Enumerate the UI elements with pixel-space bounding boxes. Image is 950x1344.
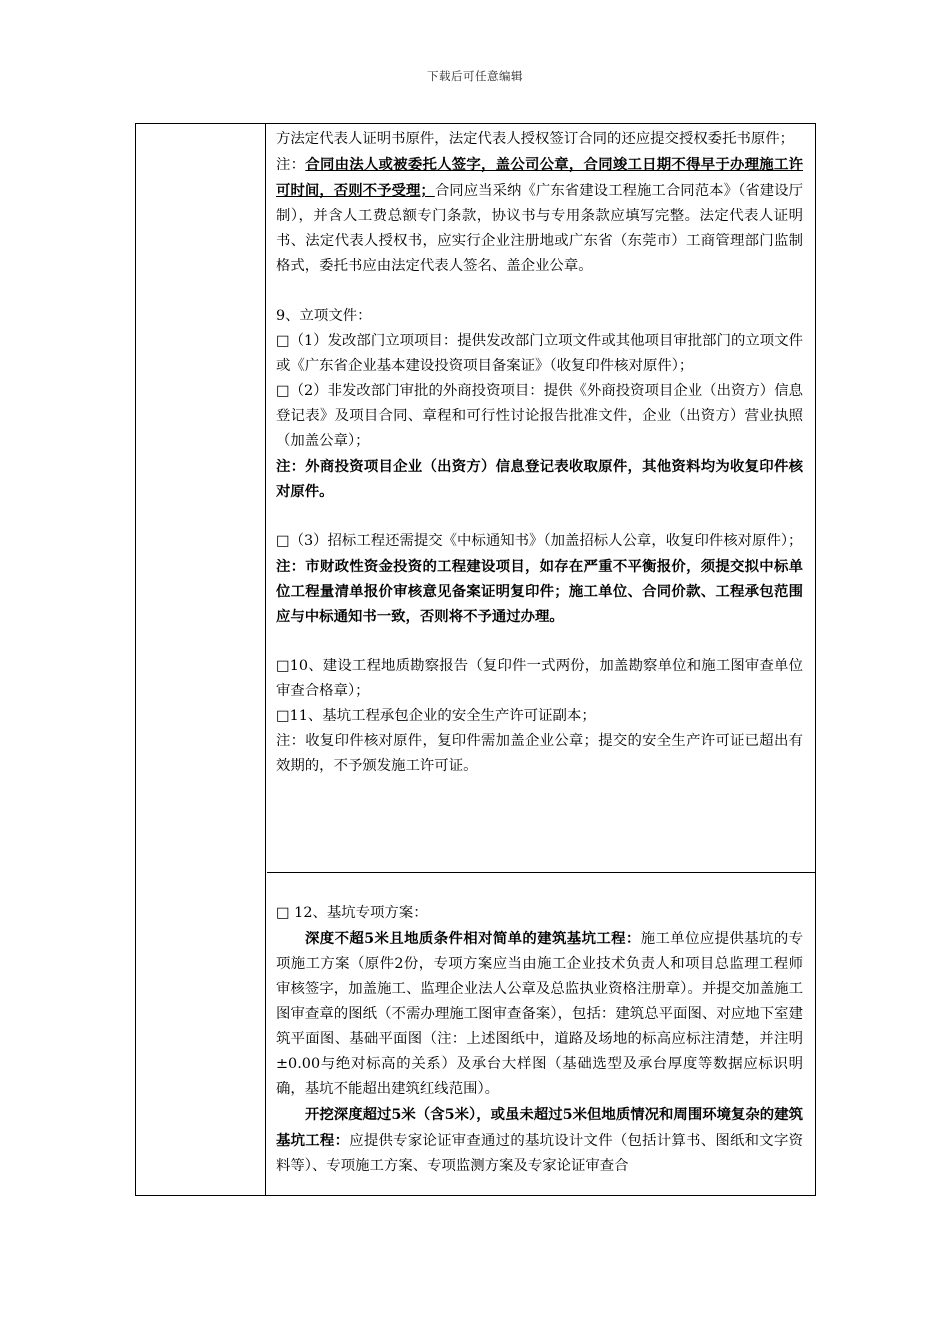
- table-left-column: [136, 124, 266, 1195]
- table-cell-foundation-pit: [267, 873, 815, 1195]
- contract-note-emphasis: 合同由法人或被委托人签字，盖公司公章，合同竣工日期不得早于办理施工许可时间，否则不予受理；: [276, 156, 803, 199]
- checkbox-item-10: □10、建设工程地质勘察报告（复印件一式两份，加盖勘察单位和施工图审查单位审查合格章）；: [276, 658, 803, 699]
- deep-pit-heading: 开挖深度超过5米（含5米），或虽未超过5米但地质情况和周围环境复杂的建筑基坑工程：: [276, 1106, 803, 1149]
- contract-note: [276, 152, 803, 279]
- deep-pit-paragraph: [276, 1102, 803, 1179]
- legal-rep-proof-text: 方法定代表人证明书原件，法定代表人授权签订合同的还应提交授权委托书原件；: [276, 131, 795, 147]
- table-right-column: [267, 124, 815, 1195]
- table-cell-documents: [267, 124, 815, 873]
- fiscal-funding-note: 注：市财政性资金投资的工程建设项目，如存在严重不平衡报价，须提交拟中标单位工程量清单报价审核意见备案证明复印件；施工单位、合同价款、工程承包范围应与中标通知书一致，否则将不予通过办理。: [276, 558, 803, 625]
- shallow-pit-paragraph: [276, 926, 803, 1102]
- checkbox-item-2: □（2）非发改部门审批的外商投资项目：提供《外商投资项目企业（出资方）信息登记表》及项目合同、章程和可行性讨论报告批准文件，企业（出资方）营业执照（加盖公章）；: [276, 383, 803, 449]
- project-approval-heading: 9、立项文件：: [276, 308, 372, 324]
- foreign-investment-note: 注：外商投资项目企业（出资方）信息登记表收取原件，其他资料均为收复印件核对原件。: [276, 458, 803, 500]
- checkbox-item-12: □ 12、基坑专项方案：: [276, 905, 428, 921]
- contract-note-body: 合同应当采纳《广东省建设工程施工合同范本》（省建设厅制），并含人工费总额专门条款，协议书与专用条款应填写完整。法定代表人证明书、法定代表人授权书，应实行企业注册地或广东省（东莞市）工商管理部门监制格式，委托书应由法定代表人签名、盖企业公章。: [276, 183, 803, 274]
- checkbox-item-1: □（1）发改部门立项项目：提供发改部门立项文件或其他项目审批部门的立项文件或《广东省企业基本建设投资项目备案证》（收复印件核对原件）；: [276, 333, 803, 374]
- shallow-pit-heading: 深度不超5米且地质条件相对简单的建筑基坑工程：: [305, 930, 641, 947]
- deep-pit-body: 应提供专家论证审查通过的基坑设计文件（包括计算书、图纸和文字资料等）、专项施工方案、专项监测方案及专家论证审查合: [276, 1133, 803, 1174]
- checkbox-item-11: □11、基坑工程承包企业的安全生产许可证副本；: [276, 708, 596, 724]
- note-prefix: 注：: [276, 157, 306, 173]
- requirements-table: [135, 123, 816, 1196]
- shallow-pit-body: 施工单位应提供基坑的专项施工方案（原件2份，专项方案应当由施工企业技术负责人和项目总监理工程师审核签字，加盖施工、监理企业法人公章及总监执业资格注册章）。并提交加盖施工图审查章的图纸（不需办理施工图审查备案），包括：建筑总平面图、对应地下室建筑平面图、基础平面图（注：上述图纸中，道路及场地的标高应标注清楚，并注明±0.00与绝对标高的关系）及承台大样图（基础选型及承台厚度等数据应标识明确，基坑不能超出建筑红线范围）。: [276, 931, 803, 1097]
- checkbox-item-3: □（3）招标工程还需提交《中标通知书》（加盖招标人公章，收复印件核对原件）；: [276, 533, 803, 549]
- download-note: 下载后可任意编辑: [427, 69, 523, 83]
- safety-license-note: 注：收复印件核对原件，复印件需加盖企业公章；提交的安全生产许可证已超出有效期的，不予颁发施工许可证。: [276, 733, 803, 774]
